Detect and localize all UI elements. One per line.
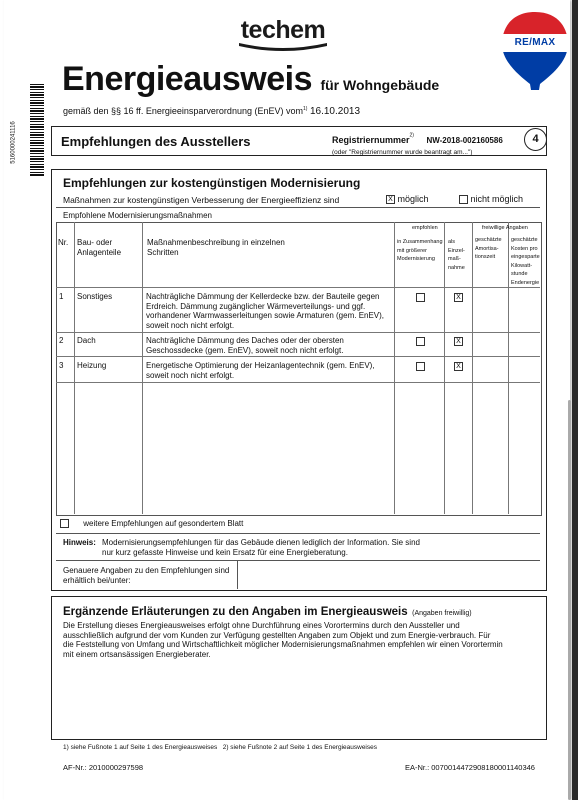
option-moeglich[interactable]: X möglich bbox=[386, 194, 429, 204]
genauere-angaben: Genauere Angaben zu den Empfehlungen sind erhältlich bei/unter: bbox=[63, 566, 230, 585]
section-bar bbox=[51, 126, 547, 156]
col-beschreibung: Maßnahmenbeschreibung in einzelnen Schritten bbox=[147, 238, 285, 257]
af-nr: AF-Nr.: 2010000297598 bbox=[63, 763, 144, 772]
row-2-nr: 2 bbox=[59, 336, 64, 345]
row-1-beschreibung: Nachträgliche Dämmung der Kellerdecke bzw. der Bauteile gegen Erdreich. Dämmung zugänglicher Wärmeverteilungs- und ggf. vorhandener Warmwasserleitungen sowie Armaturen (gem. EnEV), soweit noch nicht erfolgt. bbox=[146, 292, 385, 330]
viewer-edge bbox=[572, 0, 578, 800]
col-kosten: geschätzte Kosten pro eingesparte Kilowatt-stunde Endenergie bbox=[511, 237, 540, 286]
remax-balloon-logo: RE/MAX bbox=[500, 10, 570, 94]
ea-nr: EA-Nr.: 0070014472908180001140346 bbox=[405, 763, 535, 772]
checkbox-moeglich[interactable]: X bbox=[386, 195, 395, 204]
row-2-einzel-checkbox[interactable]: X bbox=[454, 337, 463, 346]
row-2-beschreibung: Nachträgliche Dämmung des Daches oder der obersten Geschossdecke (gem. EnEV), soweit noch nicht erfolgt. bbox=[146, 336, 344, 355]
col-empfohlen: empfohlen bbox=[412, 225, 438, 231]
row-2-bauteil: Dach bbox=[77, 336, 96, 345]
footnotes: 1) siehe Fußnote 1 auf Seite 1 des Energieausweises 2) siehe Fußnote 2 auf Seite 1 des Energieausweises bbox=[63, 744, 377, 751]
subheading: Empfohlene Modernisierungsmaßnahmen bbox=[63, 211, 212, 220]
side-code: 5160000241116 bbox=[10, 121, 17, 164]
page-number-badge: 4 bbox=[524, 128, 547, 151]
row-1-einzel-checkbox[interactable]: X bbox=[454, 293, 463, 302]
weitere-empfehlungen[interactable]: weitere Empfehlungen auf gesondertem Blatt bbox=[60, 519, 243, 528]
col-freiwillig: freiwillige Angaben bbox=[482, 225, 528, 231]
section-title: Empfehlungen des Ausstellers bbox=[61, 134, 251, 149]
registration: Registriernummer$^{2)}$ NW-2018-002160586 (oder "Registriernummer wurde beantragt am...") bbox=[332, 132, 503, 156]
ergaenzend-heading: Ergänzende Erläuterungen zu den Angaben im Energieausweis (Angaben freiwillig) bbox=[63, 606, 472, 618]
row-3-beschreibung: Energetische Optimierung der Heizanlagentechnik (gem. EnEV), soweit noch nicht erfolgt. bbox=[146, 361, 375, 380]
legal-basis: gemäß den §§ 16 ff. Energieeinsparverordnung (EnEV) vom$^{1)}$ 16.10.2013 bbox=[63, 106, 361, 117]
row-2-zusammenhang-checkbox[interactable] bbox=[416, 337, 425, 346]
col-zusammenhang: in Zusammenhang mit größerer Modernisierung bbox=[397, 239, 443, 262]
modernisierung-question: Maßnahmen zur kostengünstigen Verbesserung der Energieeffizienz sind bbox=[63, 195, 340, 205]
scrollbar[interactable] bbox=[568, 400, 571, 800]
techem-logo: techem bbox=[237, 18, 329, 52]
col-amortisation: geschätzte Amortisa-tionszeit bbox=[475, 237, 502, 260]
row-1-zusammenhang-checkbox[interactable] bbox=[416, 293, 425, 302]
row-3-nr: 3 bbox=[59, 361, 64, 370]
hinweis-text: Modernisierungsempfehlungen für das Gebäude dienen lediglich der Information. Sie sind nur kurz gefasste Hinweise und kein Ersatz für eine Energieberatung. bbox=[102, 538, 420, 557]
checkbox-nicht-moeglich[interactable] bbox=[459, 195, 468, 204]
row-3-bauteil: Heizung bbox=[77, 361, 107, 370]
page-title: Energieausweis für Wohngebäude bbox=[62, 60, 440, 98]
modernisierung-heading: Empfehlungen zur kostengünstigen Modernisierung bbox=[63, 176, 361, 190]
row-3-einzel-checkbox[interactable]: X bbox=[454, 362, 463, 371]
row-1-nr: 1 bbox=[59, 292, 64, 301]
col-einzel: als Einzel-maß-nahme bbox=[448, 239, 465, 271]
hinweis-label: Hinweis: bbox=[63, 538, 96, 547]
col-bauteil: Bau- oder Anlagenteile bbox=[77, 238, 122, 257]
barcode bbox=[30, 84, 44, 176]
row-3-zusammenhang-checkbox[interactable] bbox=[416, 362, 425, 371]
row-1-bauteil: Sonstiges bbox=[77, 292, 113, 301]
ergaenzend-text: Die Erstellung dieses Energieausweises erfolgt ohne Durchführung eines Vorortermins durch den Aussteller und ausschließlich aufgrund der vom Kunden zur Verfügung gestellten Angaben zum Objekt und zum Energie-verbrauch. Für die Feststellung von Umfang und Wirtschaftlichkeit möglicher Modernisierungsmaßnahmen empfehlen wir einen Vorortermin mit einem ortsansässigen Energieberater. bbox=[63, 621, 503, 659]
option-nicht-moeglich[interactable]: nicht möglich bbox=[459, 194, 523, 204]
col-nr: Nr. bbox=[58, 238, 69, 247]
checkbox-weitere[interactable] bbox=[60, 519, 69, 528]
